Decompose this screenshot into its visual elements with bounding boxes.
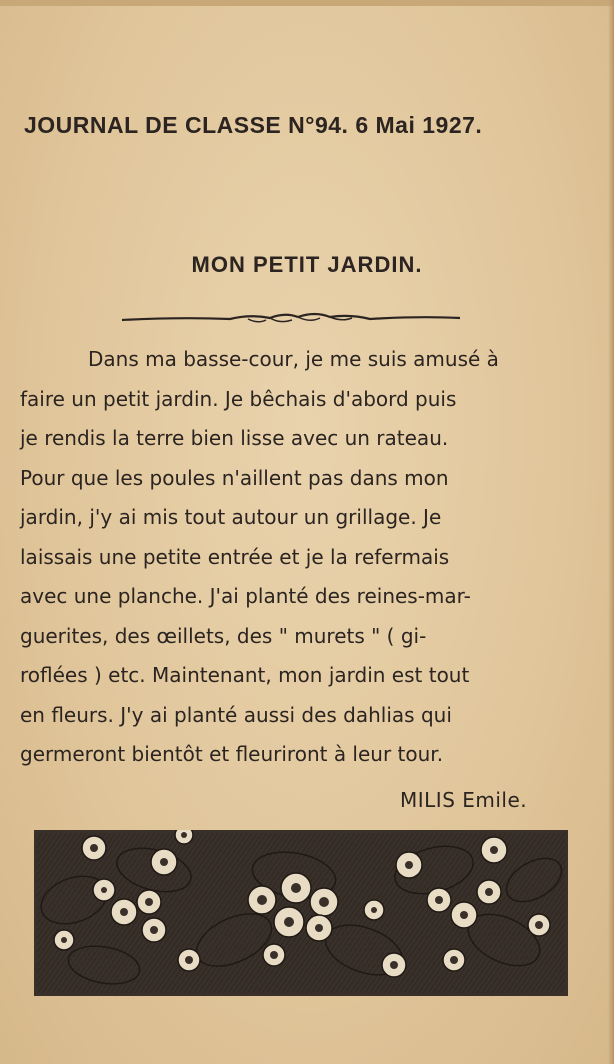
text-line: je rendis la terre bien lisse avec un rateau.	[20, 426, 449, 450]
flourish-divider-ornament	[120, 306, 462, 330]
floral-engraving-illustration	[34, 830, 568, 996]
text-line: laissais une petite entrée et je la refermais	[20, 544, 450, 569]
composition-text	[20, 340, 585, 775]
text-line: roflées ) etc. Maintenant, mon jardin est tout	[20, 663, 470, 687]
text-line: guerites, des œillets, des " murets " ( gi-	[20, 623, 427, 648]
page-edge-right	[608, 0, 614, 1064]
page-title: MON PETIT JARDIN.	[191, 252, 423, 277]
journal-header: JOURNAL DE CLASSE N°94. 6 Mai 1927.	[24, 112, 483, 138]
text-line: germeront bientôt et fleuriront à leur tour.	[20, 742, 444, 766]
text-line: en fleurs. J'y ai planté aussi des dahlias qui	[20, 702, 452, 727]
text-line: avec une planche. J'ai planté des reines-mar-	[20, 584, 471, 608]
text-line: faire un petit jardin. Je bêchais d'abord puis	[20, 386, 457, 411]
author-signature: MILIS Emile.	[400, 788, 528, 812]
page-edge-top	[0, 0, 614, 6]
text-line: Dans ma basse-cour, je me suis amusé à	[88, 347, 499, 371]
text-line: Pour que les poules n'aillent pas dans mon	[20, 465, 449, 490]
text-line: jardin, j'y ai mis tout autour un grillage. Je	[20, 505, 442, 529]
